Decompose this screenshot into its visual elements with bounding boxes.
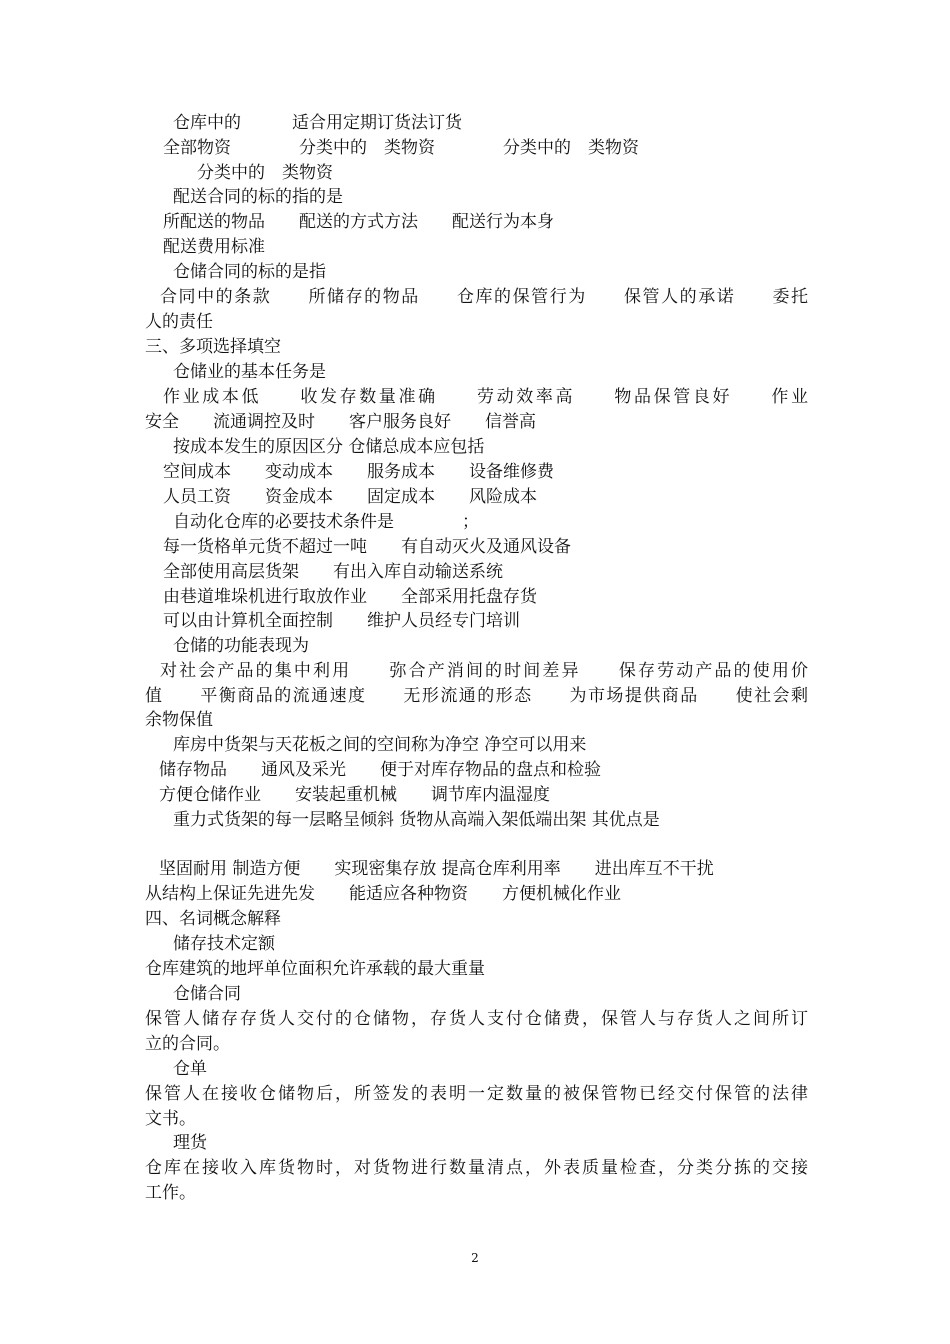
text-line: 作业成本低 收发存数量准确 劳动效率高 物品保管良好 作业 xyxy=(163,387,811,407)
text-line: 仓储合同的标的是指 xyxy=(173,262,326,282)
text-line: 仓单 xyxy=(173,1059,207,1079)
text-line: 仓库建筑的地坪单位面积允许承载的最大重量 xyxy=(145,959,485,979)
text-line: 仓储合同 xyxy=(173,984,241,1004)
text-line: 方便仓储作业 安装起重机械 调节库内温湿度 xyxy=(159,785,550,805)
text-line: 保管人储存存货人交付的仓储物，存货人支付仓储费，保管人与存货人之间所订 xyxy=(145,1009,810,1029)
text-line: 全部物资 分类中的 类物资 分类中的 类物资 xyxy=(163,138,639,158)
text-line: 值 平衡商品的流通速度 无形流通的形态 为市场提供商品 使社会剩 xyxy=(145,686,810,706)
text-line: 对社会产品的集中利用 弥合产消间的时间差异 保存劳动产品的使用价 xyxy=(160,661,811,681)
text-line: 全部使用高层货架 有出入库自动输送系统 xyxy=(163,562,503,582)
text-line: 保管人在接收仓储物后，所签发的表明一定数量的被保管物已经交付保管的法律 xyxy=(145,1084,810,1104)
text-line: 分类中的 类物资 xyxy=(197,163,333,183)
text-line: 储存物品 通风及采光 便于对库存物品的盘点和检验 xyxy=(159,760,601,780)
text-line: 配送合同的标的指的是 xyxy=(173,187,343,207)
text-line: 仓库在接收入库货物时，对货物进行数量清点，外表质量检查，分类分拣的交接 xyxy=(145,1158,810,1178)
text-line: 按成本发生的原因区分 仓储总成本应包括 xyxy=(173,437,485,457)
text-line: 三、多项选择填空 xyxy=(145,337,281,357)
text-line: 重力式货架的每一层略呈倾斜 货物从高端入架低端出架 其优点是 xyxy=(173,810,660,830)
page-number: 2 xyxy=(471,1251,479,1265)
text-line: 立的合同。 xyxy=(145,1034,230,1054)
text-line: 仓储的功能表现为 xyxy=(173,636,309,656)
text-line: 人员工资 资金成本 固定成本 风险成本 xyxy=(163,487,537,507)
text-line: 库房中货架与天花板之间的空间称为净空 净空可以用来 xyxy=(173,735,587,755)
text-line: 可以由计算机全面控制 维护人员经专门培训 xyxy=(163,611,520,631)
text-line: 人的责任 xyxy=(145,312,213,332)
text-line: 仓储业的基本任务是 xyxy=(173,362,326,382)
text-line: 仓库中的 适合用定期订货法订货 xyxy=(173,113,462,133)
text-line: 安全 流通调控及时 客户服务良好 信誉高 xyxy=(145,412,536,432)
text-line: 储存技术定额 xyxy=(173,934,275,954)
text-line: 每一货格单元货不超过一吨 有自动灭火及通风设备 xyxy=(163,537,571,557)
text-line: 理货 xyxy=(173,1133,207,1153)
text-line: 余物保值 xyxy=(145,710,213,730)
text-line: 工作。 xyxy=(145,1183,196,1203)
text-line: 配送费用标准 xyxy=(163,237,265,257)
text-line: 合同中的条款 所储存的物品 仓库的保管行为 保管人的承诺 委托 xyxy=(160,287,810,307)
text-line: 空间成本 变动成本 服务成本 设备维修费 xyxy=(163,462,554,482)
text-line: 四、名词概念解释 xyxy=(145,909,281,929)
text-line: 自动化仓库的必要技术条件是 ； xyxy=(173,512,479,532)
text-line: 坚固耐用 制造方便 实现密集存放 提高仓库利用率 进出库互不干扰 xyxy=(159,859,714,879)
text-line: 从结构上保证先进先发 能适应各种物资 方便机械化作业 xyxy=(145,884,621,904)
text-line: 文书。 xyxy=(145,1109,196,1129)
text-line: 所配送的物品 配送的方式方法 配送行为本身 xyxy=(163,212,554,232)
text-line: 由巷道堆垛机进行取放作业 全部采用托盘存货 xyxy=(163,587,537,607)
